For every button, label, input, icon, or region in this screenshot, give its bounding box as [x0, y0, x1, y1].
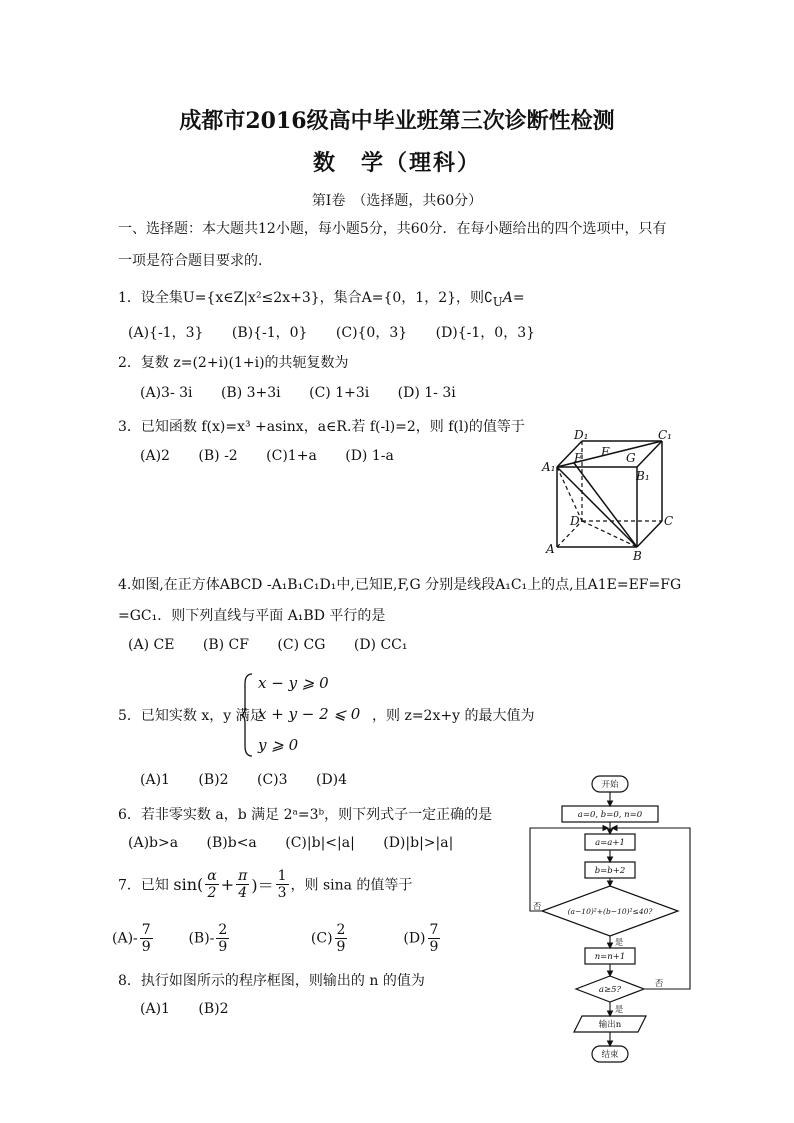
q7-frac-alpha: $\frac{\alpha}{2}$: [207, 868, 217, 901]
q5-option-d[interactable]: (D)4: [315, 772, 348, 788]
q1-stem-text: 1．设全集U={x∈Z|x²≤2x+3}，集合A={0，1，2}，则∁: [118, 290, 493, 306]
q2-option-a[interactable]: (A)3- 3i: [140, 385, 193, 401]
q1-sub: U: [492, 294, 503, 309]
q8-options: [140, 1001, 253, 1017]
segment-a1c1: [557, 441, 662, 467]
q6-stem: 6．若非零实数 a，b 满足 2ᵃ=3ᵇ，则下列式子一定正确的是: [118, 807, 493, 823]
q5-suffix: ，则 z=2x+y 的最大值为: [372, 708, 535, 724]
q1-option-c[interactable]: (C){0，3}: [335, 325, 408, 341]
flow-end-text: 结束: [601, 1050, 619, 1060]
q1-option-d[interactable]: (D){-1，0，3}: [435, 325, 536, 341]
label-g: G: [626, 451, 636, 465]
q1-option-b[interactable]: (B){-1，0}: [231, 325, 308, 341]
flow-init-text: a=0, b=0, n=0: [577, 810, 643, 820]
q2-option-d[interactable]: (D) 1- 3i: [397, 385, 456, 401]
q5-option-c[interactable]: (C)3: [256, 772, 288, 788]
q8-option-b[interactable]: (B)2: [198, 1001, 229, 1017]
q7-stem: [118, 868, 412, 901]
q1-tail: A=: [502, 290, 525, 306]
q1-stem: [118, 287, 525, 309]
q4-option-a[interactable]: (A) CE: [128, 637, 175, 653]
q3-option-a[interactable]: (A)2: [140, 448, 170, 464]
section-instruction-line1: 一、选择题：本大题共12小题，每小题5分，共60分．在每小题给出的四个选项中，只有: [118, 221, 667, 237]
q8-stem: 8．执行如图所示的程序框图，则输出的 n 的值为: [118, 973, 425, 989]
q6-option-a[interactable]: (A)b>a: [128, 835, 179, 851]
flow-cond1-text: (a−10)²+(b−10)²≤40?: [567, 907, 653, 916]
q5-option-b[interactable]: (B)2: [198, 772, 229, 788]
q7-frac-result: $\frac{1}{3}$: [277, 868, 287, 901]
q6-option-c[interactable]: (C)|b|<|a|: [285, 835, 355, 851]
q2-option-b[interactable]: (B) 3+3i: [220, 385, 281, 401]
flow-output-text: 输出n: [598, 1020, 622, 1030]
q5-constraint-3: y ⩾ 0: [258, 736, 299, 754]
edge-bc: [637, 521, 662, 547]
q5-prefix: 5．已知实数 x，y 满足: [118, 708, 264, 724]
flow-yes-label-2: 是: [614, 1005, 624, 1015]
q5-constraint-2: x + y − 2 ⩽ 0: [258, 705, 361, 723]
flow-step2-text: b=b+2: [594, 866, 626, 876]
label-a: A: [546, 542, 555, 556]
flow-no-label-1: 否: [532, 902, 542, 912]
q5-option-a[interactable]: (A)1: [140, 772, 170, 788]
label-a1: A₁: [542, 460, 556, 474]
q6-option-b[interactable]: (B)b<a: [206, 835, 257, 851]
label-c: C: [664, 514, 674, 528]
q4-option-c[interactable]: (C) CG: [277, 637, 326, 653]
q7-frac-pi: $\frac{\pi}{4}$: [238, 868, 248, 901]
q7-plus: +: [220, 875, 235, 894]
label-b: B: [633, 549, 642, 563]
q1-option-a[interactable]: (A){-1，3}: [128, 325, 204, 341]
flow-yes-label-1: 是: [614, 938, 624, 948]
segment-eb: [574, 463, 637, 547]
q7-option-c[interactable]: (C) $\frac{2}{9}$: [310, 922, 346, 955]
label-d: D: [570, 514, 580, 528]
page-subtitle: 数 学（理科）: [312, 150, 481, 176]
q5-constraint-1: x − y ⩾ 0: [258, 674, 329, 692]
label-e: E: [574, 451, 583, 465]
q2-option-c[interactable]: (C) 1+3i: [309, 385, 370, 401]
segment-db: [582, 521, 637, 547]
q3-option-c[interactable]: (C)1+a: [266, 448, 317, 464]
edge-b1c1: [637, 441, 662, 467]
q4-option-b[interactable]: (B) CF: [202, 637, 249, 653]
q2-stem: 2．复数 z=(2+i)(1+i)的共轭复数为: [118, 355, 349, 371]
part-heading: 第Ⅰ卷 （选择题，共60分）: [311, 193, 483, 209]
q7-suffix: ，则 sina 的值等于: [290, 877, 413, 894]
q3-option-d[interactable]: (D) 1-a: [345, 448, 394, 464]
q7-options: [112, 922, 463, 955]
q7-eq: )＝: [251, 876, 274, 895]
section-instruction-line2: 一项是符合题目要求的.: [118, 253, 263, 269]
q2-options: [140, 385, 480, 401]
q7-prefix: 7．已知: [118, 877, 169, 894]
label-b1: B₁: [636, 469, 650, 483]
page-title: 成都市2016级高中毕业班第三次诊断性检测: [179, 108, 615, 134]
q7-option-d[interactable]: (D) $\frac{7}{9}$: [403, 922, 439, 955]
flow-step1-text: a=a+1: [595, 838, 625, 848]
q8-option-a[interactable]: (A)1: [140, 1001, 170, 1017]
flow-no-label-2: 否: [654, 979, 664, 989]
label-d1: D₁: [574, 428, 589, 442]
q7-sin: sin(: [173, 875, 204, 894]
q3-option-b[interactable]: (B) -2: [198, 448, 238, 464]
label-f: F: [601, 445, 610, 459]
q4-line2: =GC₁．则下列直线与平面 A₁BD 平行的是: [118, 608, 386, 624]
q5-options: [140, 772, 371, 788]
q4-options: [128, 637, 432, 653]
q1-options: [128, 322, 559, 342]
flowchart: [520, 770, 700, 1070]
q6-option-d[interactable]: (D)|b|>|a|: [383, 835, 454, 851]
flow-step3-text: n=n+1: [594, 952, 626, 962]
q3-options: [140, 448, 418, 464]
q4-line1: 4.如图,在正方体ABCD -A₁B₁C₁D₁中,已知E,F,G 分别是线段A₁C₁上的点,且A1E=EF=FG: [118, 577, 682, 593]
label-c1: C₁: [658, 428, 672, 442]
q3-stem: 3．已知函数 f(x)=x³ +asinx，a∈R.若 f(-l)=2，则 f(l)的值等于: [118, 419, 525, 435]
q7-option-a[interactable]: (A)- $\frac{7}{9}$: [112, 922, 151, 955]
segment-a1d: [557, 467, 582, 521]
q4-option-d[interactable]: (D) CC₁: [353, 637, 408, 653]
flow-cond2-text: a≥5?: [598, 985, 622, 995]
flow-start-text: 开始: [601, 780, 619, 790]
q7-option-b[interactable]: (B)- $\frac{2}{9}$: [188, 922, 228, 955]
q6-options: [128, 835, 477, 851]
cube-figure: [530, 425, 690, 565]
q5-brace: [240, 672, 254, 758]
